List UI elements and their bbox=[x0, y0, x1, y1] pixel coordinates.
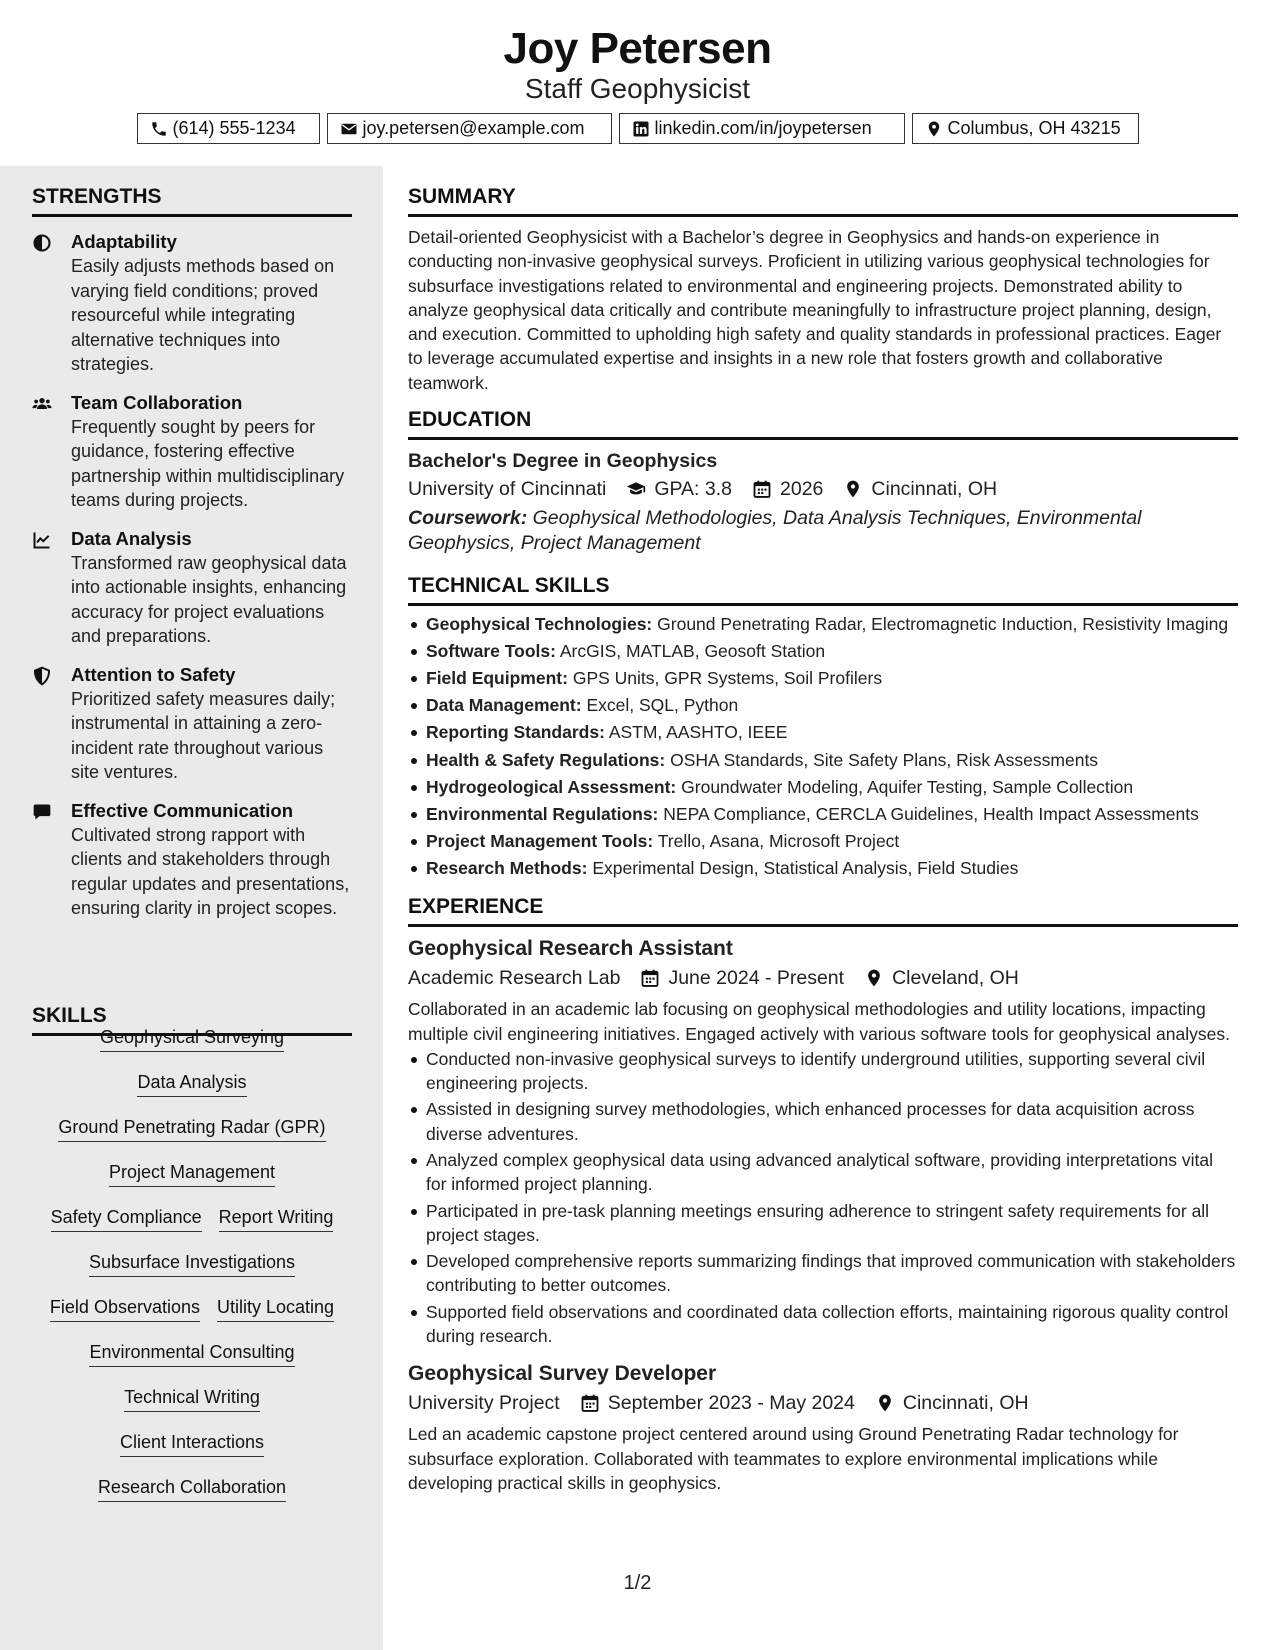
technical-skills-list bbox=[408, 612, 1238, 880]
gpa-text: GPA: 3.8 bbox=[654, 478, 733, 501]
candidate-title: Staff Geophysicist bbox=[524, 73, 751, 104]
skill-values: ArcGIS, MATLAB, Geosoft Station bbox=[559, 641, 826, 662]
skills-list bbox=[32, 1026, 352, 1521]
email-contact[interactable] bbox=[327, 113, 612, 144]
strength-title: Team Collaboration bbox=[71, 391, 243, 413]
skill-category: Health & Safety Regulations: bbox=[426, 749, 666, 770]
skill-category: Reporting Standards: bbox=[426, 722, 605, 743]
list-item bbox=[408, 856, 1238, 880]
linkedin-contact[interactable] bbox=[619, 113, 905, 144]
map-pin-icon bbox=[864, 968, 884, 988]
skills-heading: SKILLS bbox=[32, 1003, 352, 1036]
list-item bbox=[408, 693, 1238, 717]
experience-heading: EXPERIENCE bbox=[408, 894, 1238, 927]
linkedin-text: linkedin.com/in/joypetersen bbox=[654, 118, 872, 138]
skill-tag: Technical Writing bbox=[124, 1386, 260, 1412]
technical-skills-heading: TECHNICAL SKILLS bbox=[408, 573, 1238, 606]
list-item bbox=[408, 639, 1238, 663]
job-dates: June 2024 - Present bbox=[668, 967, 845, 990]
list-item bbox=[408, 829, 1238, 853]
job-title: Geophysical Survey Developer bbox=[408, 1362, 717, 1386]
skill-values: OSHA Standards, Site Safety Plans, Risk Assessments bbox=[670, 749, 1099, 770]
calendar-icon bbox=[640, 968, 660, 988]
skill-values: GPS Units, GPR Systems, Soil Profilers bbox=[572, 668, 883, 689]
strength-title: Adaptability bbox=[71, 231, 177, 252]
list-item: Developed comprehensive reports summarizing findings that improved communication with stakeholders contributing to better outcomes. bbox=[408, 1249, 1238, 1298]
skill-tag: Data Analysis bbox=[137, 1071, 246, 1097]
skill-category: Software Tools: bbox=[426, 641, 556, 662]
strength-title: Attention to Safety bbox=[71, 663, 236, 685]
skill-category: Data Management: bbox=[426, 695, 582, 716]
list-item: Conducted non-invasive geophysical surveys to identify underground utilities, supporting several civil engineering projects. bbox=[408, 1047, 1238, 1096]
school-location: Cincinnati, OH bbox=[871, 478, 998, 501]
map-pin-icon bbox=[843, 479, 863, 499]
degree-title: Bachelor's Degree in Geophysics bbox=[408, 450, 718, 473]
location-text: Columbus, OH 43215 bbox=[947, 118, 1121, 138]
contrast-icon bbox=[32, 230, 71, 377]
skill-tag: Research Collaboration bbox=[98, 1476, 286, 1502]
strength-title: Effective Communication bbox=[71, 799, 294, 821]
skill-values: Experimental Design, Statistical Analysis, Field Studies bbox=[592, 857, 1019, 878]
map-pin-icon bbox=[925, 120, 943, 138]
skill-tag: Project Management bbox=[109, 1161, 275, 1187]
skill-category: Research Methods: bbox=[426, 857, 588, 878]
location-contact bbox=[912, 113, 1139, 144]
main-content bbox=[408, 166, 1238, 1495]
skill-values: ASTM, AASHTO, IEEE bbox=[608, 722, 788, 743]
strength-title: Data Analysis bbox=[71, 527, 192, 549]
skill-tag: Safety Compliance bbox=[51, 1206, 202, 1232]
strength-description: Frequently sought by peers for guidance, fostering effective partnership within multidisciplinary teams during projects. bbox=[71, 416, 345, 510]
job-title: Geophysical Research Assistant bbox=[408, 937, 733, 961]
organization: Academic Research Lab bbox=[408, 967, 621, 990]
comment-icon bbox=[32, 799, 71, 921]
skill-values: Excel, SQL, Python bbox=[586, 695, 739, 716]
education-heading: EDUCATION bbox=[408, 407, 1238, 440]
graduation-year: 2026 bbox=[780, 478, 824, 501]
calendar-icon bbox=[752, 479, 772, 499]
skill-values: Groundwater Modeling, Aquifer Testing, Sample Collection bbox=[681, 776, 1134, 797]
phone-text: (614) 555-1234 bbox=[172, 118, 296, 138]
experience-entry bbox=[408, 1360, 1238, 1495]
phone-contact bbox=[137, 113, 320, 144]
skill-tag: Utility Locating bbox=[217, 1296, 334, 1322]
users-icon bbox=[32, 391, 71, 513]
school-name: University of Cincinnati bbox=[408, 478, 607, 501]
job-dates: September 2023 - May 2024 bbox=[607, 1392, 855, 1415]
job-location: Cincinnati, OH bbox=[902, 1392, 1029, 1415]
skill-category: Project Management Tools: bbox=[426, 830, 654, 851]
job-meta bbox=[408, 1388, 1238, 1418]
chart-line-icon bbox=[32, 527, 71, 649]
sidebar bbox=[0, 166, 383, 1650]
skill-tag: Ground Penetrating Radar (GPR) bbox=[58, 1116, 325, 1142]
strength-item bbox=[32, 391, 352, 513]
list-item: Participated in pre-task planning meetings ensuring adherence to stringent safety requirements for all project stages. bbox=[408, 1199, 1238, 1248]
strength-item bbox=[32, 230, 352, 377]
coursework bbox=[408, 506, 1238, 555]
resume-header bbox=[0, 0, 1275, 166]
linkedin-icon bbox=[632, 120, 650, 138]
list-item: Assisted in designing survey methodologies, which enhanced processes for data acquisition across diverse adventures. bbox=[408, 1097, 1238, 1146]
strength-item bbox=[32, 527, 352, 649]
job-bullets bbox=[408, 1047, 1238, 1349]
coursework-label: Coursework: bbox=[408, 507, 528, 530]
email-text: joy.petersen@example.com bbox=[362, 118, 585, 138]
skill-values: Trello, Asana, Microsoft Project bbox=[657, 830, 900, 851]
candidate-name: Joy Petersen bbox=[503, 24, 772, 73]
list-item bbox=[408, 775, 1238, 799]
skill-tag: Field Observations bbox=[50, 1296, 200, 1322]
calendar-icon bbox=[580, 1393, 600, 1413]
list-item: Supported field observations and coordinated data collection efforts, maintaining rigorous quality control during research. bbox=[408, 1300, 1238, 1349]
page-number: 1/2 bbox=[623, 1572, 652, 1594]
list-item bbox=[408, 720, 1238, 744]
skill-values: NEPA Compliance, CERCLA Guidelines, Health Impact Assessments bbox=[663, 803, 1199, 824]
list-item bbox=[408, 666, 1238, 690]
skill-tag: Report Writing bbox=[219, 1206, 334, 1232]
summary-text: Detail-oriented Geophysicist with a Bachelor’s degree in Geophysics and hands-on experience in conducting non-invasive geophysical surveys. Proficient in utilizing various geophysical technologies for subsurface investigations related to environmental and engineering projects. Demonstrated ability to analyze geophysical data critically and contribute meaningfully to infrastructure project planning, design, and execution. Committed to upholding high safety and quality standards in professional practices. Eager to leverage accumulated expertise and insights in a new role that fosters growth and collaborative teamwork. bbox=[408, 227, 1222, 393]
skill-category: Field Equipment: bbox=[426, 668, 568, 689]
list-item bbox=[408, 748, 1238, 772]
skill-values: Ground Penetrating Radar, Electromagnetic Induction, Resistivity Imaging bbox=[657, 614, 1229, 635]
experience-entry bbox=[408, 935, 1238, 1348]
strength-description: Easily adjusts methods based on varying field conditions; proved resourceful while integrating alternative techniques into strategies. bbox=[71, 256, 335, 374]
education-meta bbox=[408, 474, 1238, 504]
graduation-cap-icon bbox=[626, 479, 646, 499]
skill-tag: Environmental Consulting bbox=[89, 1341, 294, 1367]
skill-category: Hydrogeological Assessment: bbox=[426, 776, 677, 797]
skill-tag: Client Interactions bbox=[120, 1431, 264, 1457]
skill-tag: Geophysical Surveying bbox=[100, 1026, 284, 1052]
phone-icon bbox=[150, 120, 168, 138]
organization: University Project bbox=[408, 1392, 560, 1415]
skill-category: Geophysical Technologies: bbox=[426, 614, 653, 635]
contact-bar bbox=[0, 113, 1275, 144]
strength-description: Prioritized safety measures daily; instrumental in attaining a zero-incident rate throughout various site ventures. bbox=[71, 688, 336, 782]
map-pin-icon bbox=[875, 1393, 895, 1413]
list-item bbox=[408, 612, 1238, 636]
summary-heading: SUMMARY bbox=[408, 184, 1238, 217]
strength-description: Transformed raw geophysical data into actionable insights, enhancing accuracy for project evaluations and preparations. bbox=[71, 552, 347, 646]
envelope-icon bbox=[340, 120, 358, 138]
job-description: Led an academic capstone project centered around using Ground Penetrating Radar technology for subsurface exploration. Collaborated with teammates to explore environmental implications while developing practical skills in geophysics. bbox=[408, 1424, 1179, 1493]
coursework-list: Geophysical Methodologies, Data Analysis Techniques, Environmental Geophysics, Project Management bbox=[408, 507, 1142, 554]
strength-description: Cultivated strong rapport with clients and stakeholders through regular updates and presentations, ensuring clarity in project scopes. bbox=[71, 824, 350, 918]
list-item: Analyzed complex geophysical data using advanced analytical software, providing interpretations vital for informed project planning. bbox=[408, 1148, 1238, 1197]
job-location: Cleveland, OH bbox=[892, 967, 1019, 990]
strengths-heading: STRENGTHS bbox=[32, 184, 352, 217]
job-meta bbox=[408, 963, 1238, 993]
strengths-list bbox=[32, 230, 352, 935]
shield-icon bbox=[32, 663, 71, 785]
skill-tag: Subsurface Investigations bbox=[89, 1251, 295, 1277]
strength-item bbox=[32, 799, 352, 921]
skill-category: Environmental Regulations: bbox=[426, 803, 659, 824]
job-description: Collaborated in an academic lab focusing on geophysical methodologies and utility locations, impacting multiple civil engineering initiatives. Engaged actively with various software tools for geophysical analyses. bbox=[408, 999, 1230, 1044]
list-item bbox=[408, 802, 1238, 826]
strength-item bbox=[32, 663, 352, 785]
